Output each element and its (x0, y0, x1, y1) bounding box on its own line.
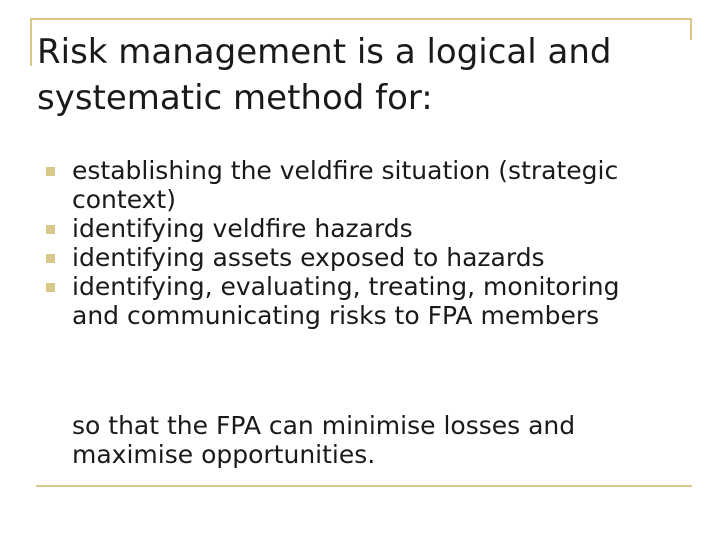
bullet-text: identifying, evaluating, treating, monitoring and communicating risks to FPA members (72, 272, 620, 330)
bullet-text: identifying veldfire hazards (72, 214, 413, 243)
bullet-text: establishing the veldfire situation (strategic context) (72, 156, 619, 214)
bullet-item (46, 214, 666, 243)
closing-statement: so that the FPA can minimise losses and maximise opportunities. (72, 411, 576, 469)
bullet-text: identifying assets exposed to hazards (72, 243, 545, 272)
bullet-item (46, 156, 666, 214)
square-bullet-icon (46, 225, 55, 234)
slide-title: Risk management is a logical and systematic method for: (37, 32, 612, 118)
left-rule (30, 18, 32, 66)
bullet-item (46, 243, 666, 272)
right-rule (690, 18, 692, 40)
bottom-rule (36, 485, 692, 487)
square-bullet-icon (46, 254, 55, 263)
square-bullet-icon (46, 283, 55, 292)
top-rule (30, 18, 692, 20)
bullet-item (46, 272, 666, 330)
bullet-list (46, 156, 666, 330)
square-bullet-icon (46, 167, 55, 176)
